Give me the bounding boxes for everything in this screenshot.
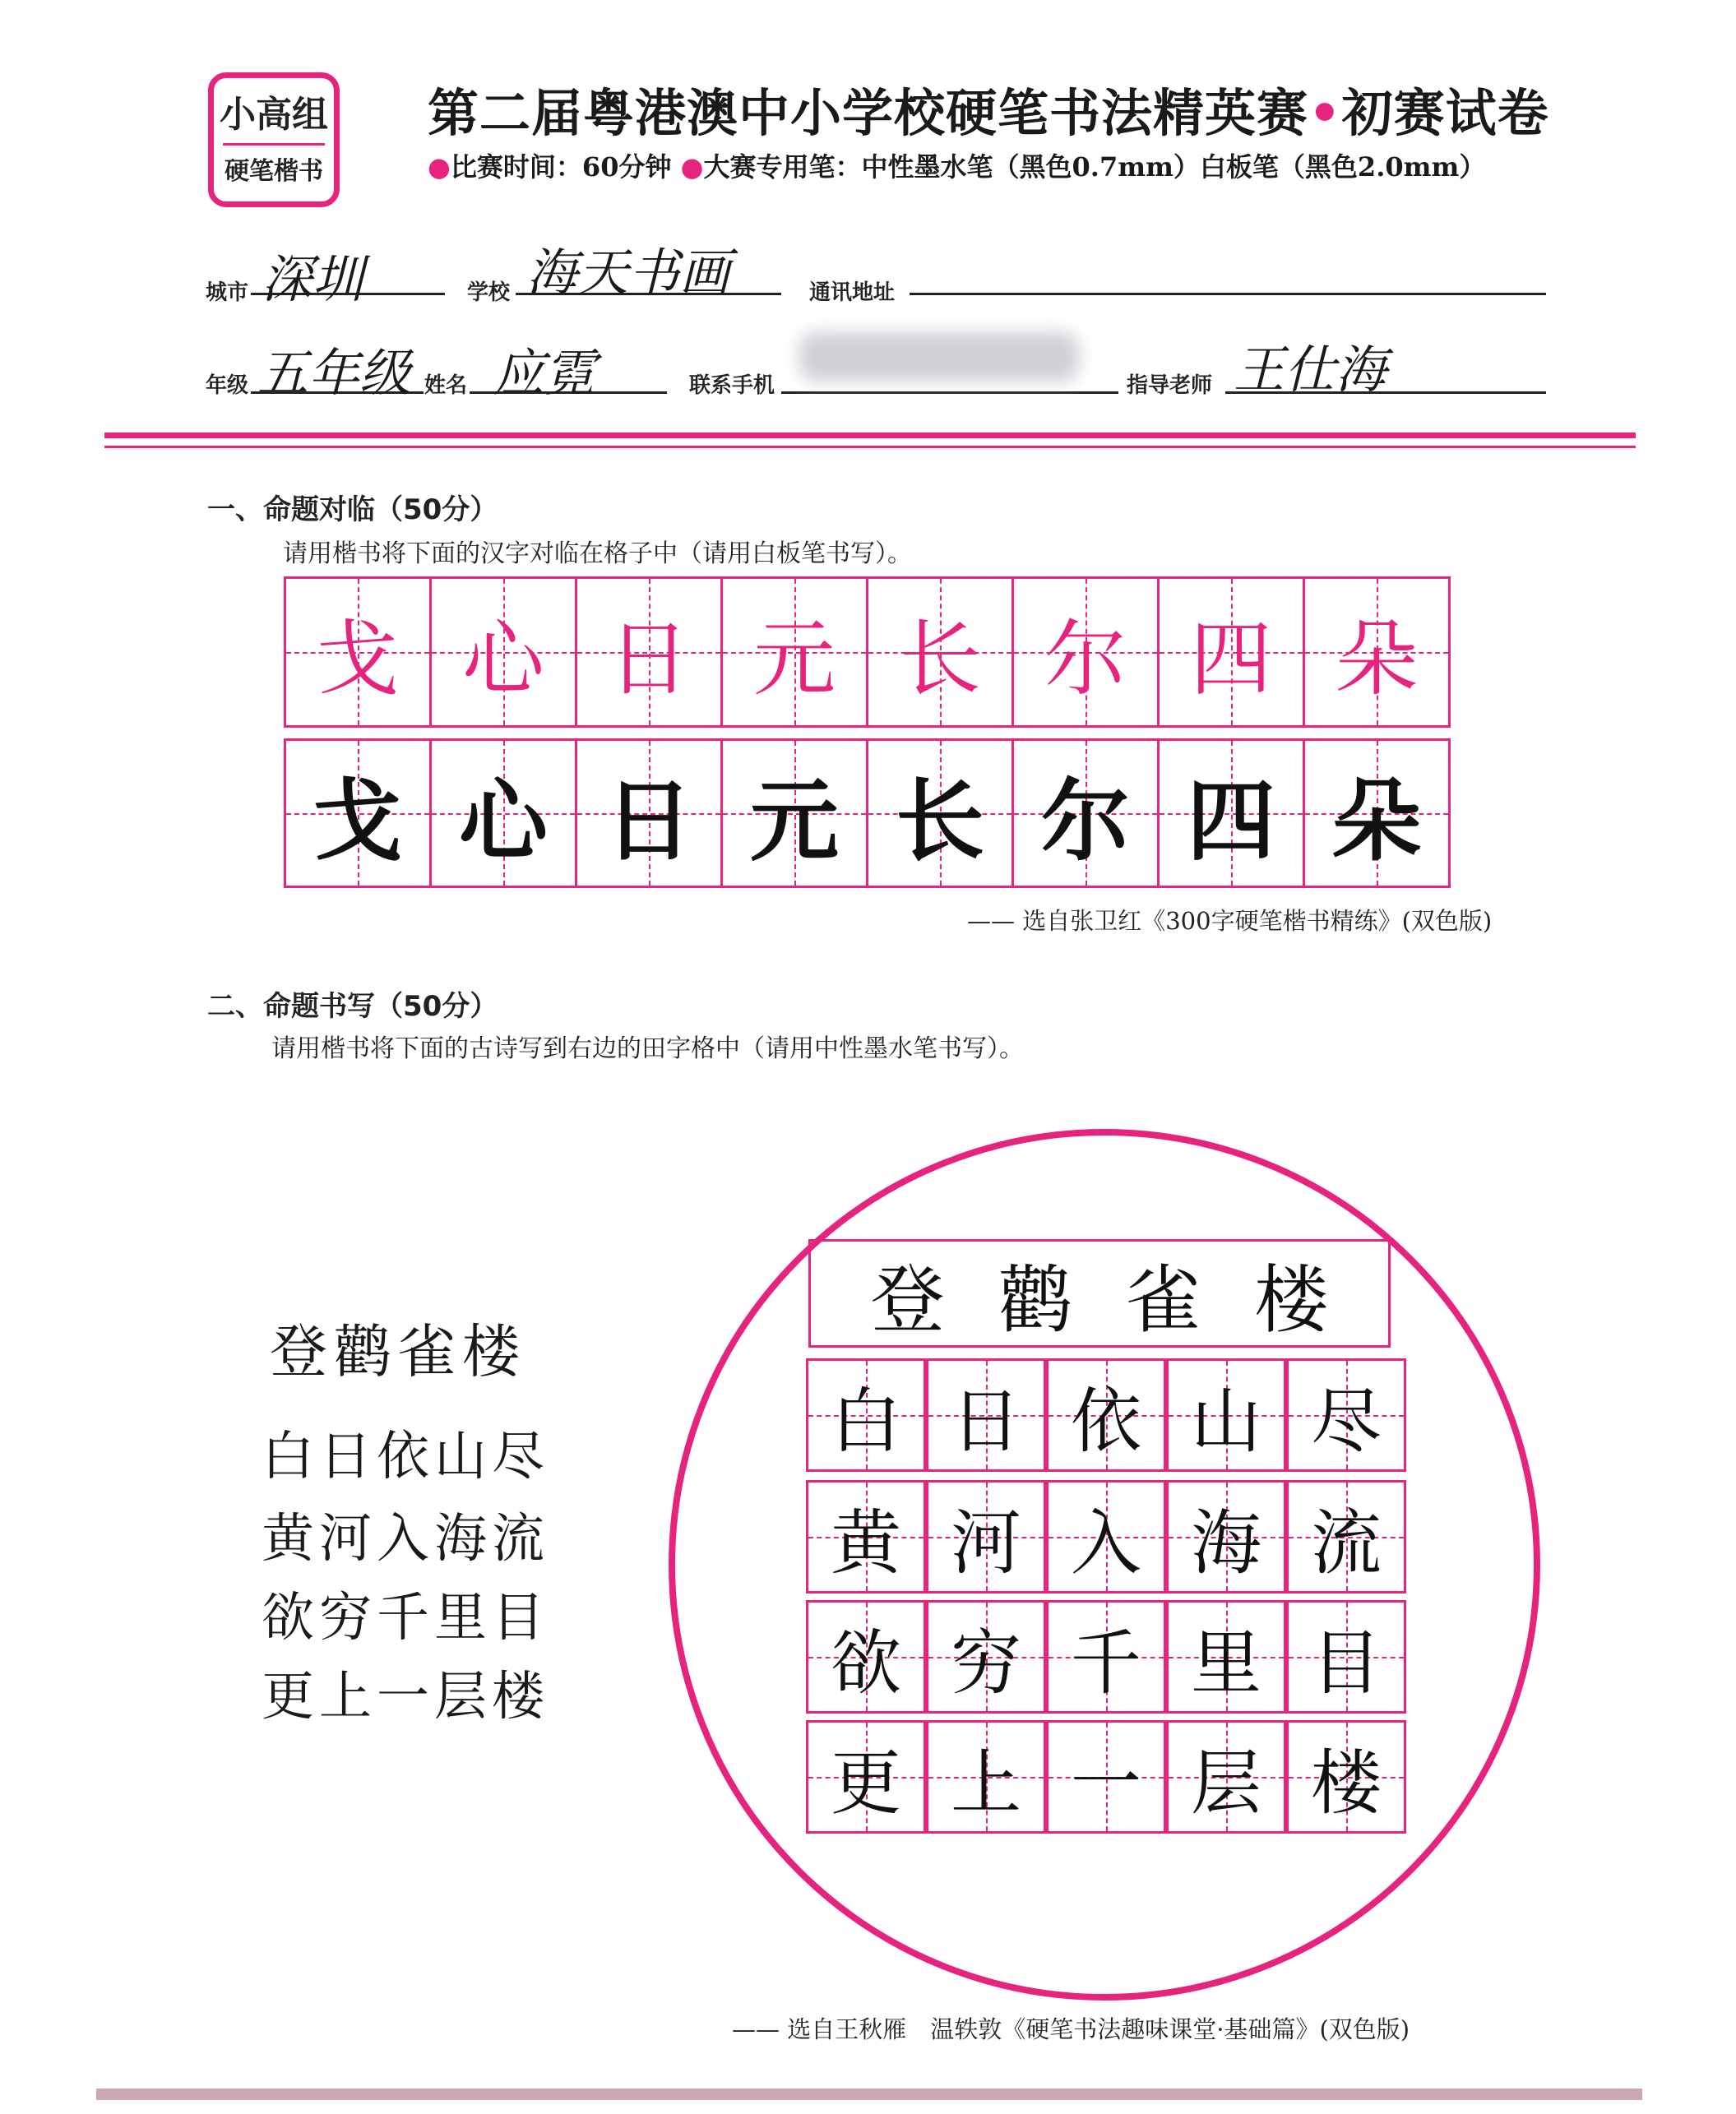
- exam-time: 比赛时间：60分钟: [450, 151, 672, 183]
- grid-char: 入: [1071, 1502, 1141, 1584]
- title-char: 鹳: [998, 1257, 1073, 1344]
- model-char-row: [286, 576, 1451, 728]
- copy-char: 心: [458, 769, 548, 873]
- teacher-value: 王仕海: [1234, 340, 1387, 400]
- page-title: [428, 72, 1549, 146]
- title-suffix: 初赛试卷: [1341, 83, 1549, 143]
- grid-char: 穷: [951, 1622, 1021, 1705]
- grid-cell[interactable]: [926, 1720, 1046, 1834]
- model-cell: [720, 576, 868, 728]
- poem-line: 白日依山尽: [262, 1427, 549, 1487]
- model-char: 日: [608, 611, 690, 707]
- grid-char: 日: [951, 1381, 1021, 1463]
- poem-line: 黄河入海流: [262, 1509, 549, 1570]
- grid-char: 白: [831, 1381, 901, 1463]
- copy-char: 四: [1186, 769, 1275, 873]
- model-char: 心: [462, 611, 544, 707]
- grid-row: [808, 1358, 1406, 1472]
- address-field[interactable]: [910, 247, 1546, 295]
- grid-char: 上: [951, 1742, 1021, 1825]
- city-label: 城市: [206, 280, 249, 305]
- copy-char-row: [286, 738, 1451, 888]
- school-value: 海天书画: [526, 243, 731, 303]
- model-cell: [575, 576, 723, 728]
- grid-cell[interactable]: [806, 1358, 926, 1472]
- section2-instruction: 请用楷书将下面的古诗写到右边的田字格中（请用中性墨水笔书写）。: [271, 1034, 1024, 1063]
- city-value: 深圳: [262, 249, 364, 309]
- phone-label: 联系手机: [689, 373, 775, 398]
- title-dot: •: [1308, 83, 1342, 143]
- grid-cell[interactable]: [806, 1480, 926, 1594]
- seal-group: 小高组: [220, 93, 328, 136]
- grid-cell[interactable]: [926, 1480, 1046, 1594]
- grid-char: 尽: [1311, 1381, 1382, 1463]
- model-cell: [1157, 576, 1305, 728]
- model-cell: [429, 576, 577, 728]
- model-char: 尔: [1044, 611, 1127, 707]
- group-seal: [208, 72, 340, 207]
- copy-cell[interactable]: [575, 738, 723, 888]
- grid-cell[interactable]: [1046, 1358, 1166, 1472]
- teacher-label: 指导老师: [1127, 373, 1213, 398]
- grid-cell[interactable]: [1046, 1720, 1166, 1834]
- model-cell: [284, 576, 432, 728]
- poem-title-box[interactable]: [808, 1239, 1391, 1348]
- copy-cell[interactable]: [720, 738, 868, 888]
- grid-cell[interactable]: [806, 1600, 926, 1714]
- grid-char: 里: [1191, 1622, 1261, 1705]
- grid-row: [808, 1600, 1406, 1714]
- grid-cell[interactable]: [1166, 1720, 1286, 1834]
- grid-char: 山: [1191, 1381, 1261, 1463]
- grid-cell[interactable]: [1166, 1600, 1286, 1714]
- title-char: 楼: [1254, 1257, 1329, 1344]
- grid-char: 更: [831, 1742, 901, 1825]
- section2-source: —— 选自王秋雁 温轶敦《硬笔书法趣味课堂·基础篇》(双色版): [732, 2015, 1410, 2043]
- copy-char: 尔: [1040, 769, 1130, 873]
- model-cell: [866, 576, 1014, 728]
- copy-char: 戈: [312, 769, 402, 873]
- copy-char: 日: [604, 769, 693, 873]
- section1-heading: 一、命题对临（50分）: [207, 493, 498, 526]
- header-rule-thin: [104, 446, 1636, 448]
- grid-char: 层: [1191, 1742, 1261, 1825]
- copy-cell[interactable]: [284, 738, 432, 888]
- grid-char: 目: [1311, 1622, 1382, 1705]
- copy-cell[interactable]: [1303, 738, 1451, 888]
- model-char: 四: [1190, 611, 1272, 707]
- school-label: 学校: [467, 280, 511, 305]
- grid-row: [808, 1720, 1406, 1834]
- section2-heading: 二、命题书写（50分）: [207, 990, 498, 1023]
- copy-char: 朵: [1331, 769, 1421, 873]
- pen-requirement: 大赛专用笔：中性墨水笔（黑色0.7mm）白板笔（黑色2.0mm）: [703, 151, 1486, 183]
- grid-char: 楼: [1311, 1742, 1382, 1825]
- model-char: 戈: [317, 611, 399, 707]
- title-char: 雀: [1126, 1257, 1201, 1344]
- grid-char: 流: [1311, 1502, 1382, 1584]
- bottom-rule: [96, 2089, 1642, 2100]
- grid-char: 欲: [831, 1622, 901, 1705]
- seal-divider: [223, 143, 325, 146]
- model-char: 朵: [1336, 611, 1418, 707]
- model-char: 元: [753, 611, 836, 707]
- poem-line: 更上一层楼: [262, 1667, 549, 1728]
- model-cell: [1303, 576, 1451, 728]
- grid-cell[interactable]: [1286, 1480, 1406, 1594]
- grid-cell[interactable]: [926, 1358, 1046, 1472]
- copy-char: 长: [895, 769, 984, 873]
- grid-char: 河: [951, 1502, 1021, 1584]
- copy-cell[interactable]: [429, 738, 577, 888]
- header-rule: [104, 433, 1636, 438]
- title-main: 第二届粤港澳中小学校硬笔书法精英赛: [428, 83, 1309, 143]
- grade-value: 五年级: [257, 343, 411, 403]
- poem-title: 登鹳雀楼: [270, 1318, 526, 1385]
- grid-char: 黄: [831, 1502, 901, 1584]
- address-label: 通讯地址: [809, 280, 896, 305]
- grid-cell[interactable]: [1046, 1600, 1166, 1714]
- copy-cell[interactable]: [866, 738, 1014, 888]
- grid-cell[interactable]: [1286, 1600, 1406, 1714]
- grid-char: 依: [1071, 1381, 1141, 1463]
- grid-char: 一: [1071, 1742, 1141, 1825]
- grid-row: [808, 1480, 1406, 1594]
- copy-char: 元: [749, 769, 839, 873]
- grid-cell[interactable]: [1286, 1358, 1406, 1472]
- section1-source: —— 选自张卫红《300字硬笔楷书精练》(双色版): [967, 907, 1493, 935]
- grid-cell[interactable]: [1286, 1720, 1406, 1834]
- grid-cell[interactable]: [926, 1600, 1046, 1714]
- seal-category: 硬笔楷书: [225, 156, 323, 186]
- model-char: 长: [899, 611, 981, 707]
- grade-label: 年级: [206, 373, 249, 398]
- grid-cell[interactable]: [1166, 1358, 1286, 1472]
- bullet-icon: ●: [428, 151, 451, 183]
- grid-cell[interactable]: [806, 1720, 926, 1834]
- grid-cell[interactable]: [1046, 1480, 1166, 1594]
- grid-char: 海: [1191, 1502, 1261, 1584]
- name-value: 应霓: [493, 343, 596, 403]
- poem-line: 欲穷千里目: [262, 1588, 549, 1649]
- phone-redaction: [799, 332, 1079, 382]
- section1-instruction: 请用楷书将下面的汉字对临在格子中（请用白板笔书写）。: [283, 539, 912, 568]
- grid-cell[interactable]: [1166, 1480, 1286, 1594]
- copy-cell[interactable]: [1157, 738, 1305, 888]
- grid-char: 千: [1071, 1622, 1141, 1705]
- model-cell: [1012, 576, 1160, 728]
- subtitle: [428, 146, 1485, 184]
- name-label: 姓名: [424, 373, 468, 398]
- title-char: 登: [870, 1257, 945, 1344]
- copy-cell[interactable]: [1012, 738, 1160, 888]
- bullet-icon: ●: [680, 151, 704, 183]
